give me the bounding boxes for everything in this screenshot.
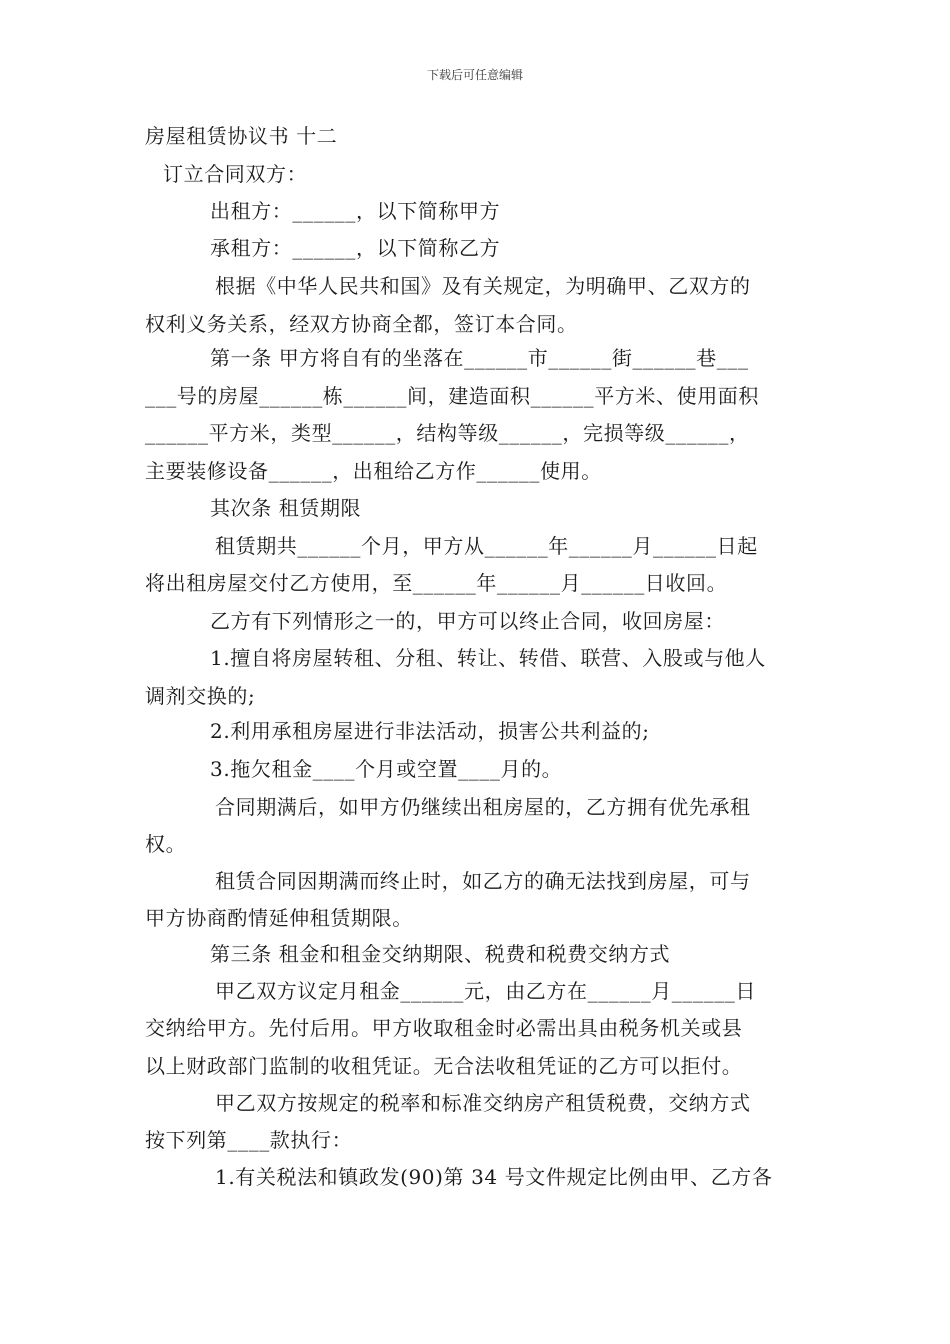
document-title: 房屋租赁协议书 十二 [145,124,338,148]
text-line: 以上财政部门监制的收租凭证。无合法收租凭证的乙方可以拒付。 [145,1054,743,1078]
text-line: 出租方：______，以下简称甲方 [210,199,501,223]
text-line: 其次条 租赁期限 [210,496,362,520]
text-line: 承租方：______，以下简称乙方 [210,236,501,260]
text-line: 乙方有下列情形之一的，甲方可以终止合同，收回房屋： [210,609,725,633]
text-line: 租赁合同因期满而终止时，如乙方的确无法找到房屋，可与 [215,869,751,893]
text-line: 合同期满后，如甲方仍继续出租房屋的，乙方拥有优先承租 [215,795,751,819]
text-line: 3.拖欠租金____个月或空置____月的。 [210,757,563,781]
text-line: 第三条 租金和租金交纳期限、税费和税费交纳方式 [210,942,671,966]
text-line: 甲乙双方按规定的税率和标准交纳房产租赁税费，交纳方式 [215,1091,751,1115]
text-line: 主要装修设备______，出租给乙方作______使用。 [145,459,602,483]
page-header: 下载后可任意编辑 [426,68,523,82]
text-line: 甲乙双方议定月租金______元，由乙方在______月______日 [215,979,756,1003]
text-line: 将出租房屋交付乙方使用，至______年______月______日收回。 [145,571,728,595]
text-line: 调剂交换的; [145,684,256,708]
text-line: 权利义务关系，经双方协商全都，签订本合同。 [145,312,578,336]
text-line: 订立合同双方： [163,162,308,186]
text-line: ______平方米，类型______，结构等级______，完损等级______， [145,421,750,445]
text-line: 根据《中华人民共和国》及有关规定，为明确甲、乙双方的 [215,274,751,298]
text-line: 租赁期共______个月，甲方从______年______月______日起 [215,534,758,558]
text-line: 交纳给甲方。先付后用。甲方收取租金时必需出具由税务机关或县 [145,1016,743,1040]
text-line: 2.利用承租房屋进行非法活动，损害公共利益的; [210,719,650,743]
text-line: 1.擅自将房屋转租、分租、转让、转借、联营、入股或与他人 [210,646,766,670]
text-line: 甲方协商酌情延伸租赁期限。 [145,906,413,930]
text-line: ___号的房屋______栋______间，建造面积______平方米、使用面积 [145,384,759,408]
text-line: 第一条 甲方将自有的坐落在______市______街______巷___ [210,346,749,370]
text-line: 1.有关税法和镇政发(90)第 34 号文件规定比例由甲、乙方各 [215,1165,773,1189]
text-line: 权。 [145,832,187,856]
text-line: 按下列第____款执行： [145,1128,353,1152]
